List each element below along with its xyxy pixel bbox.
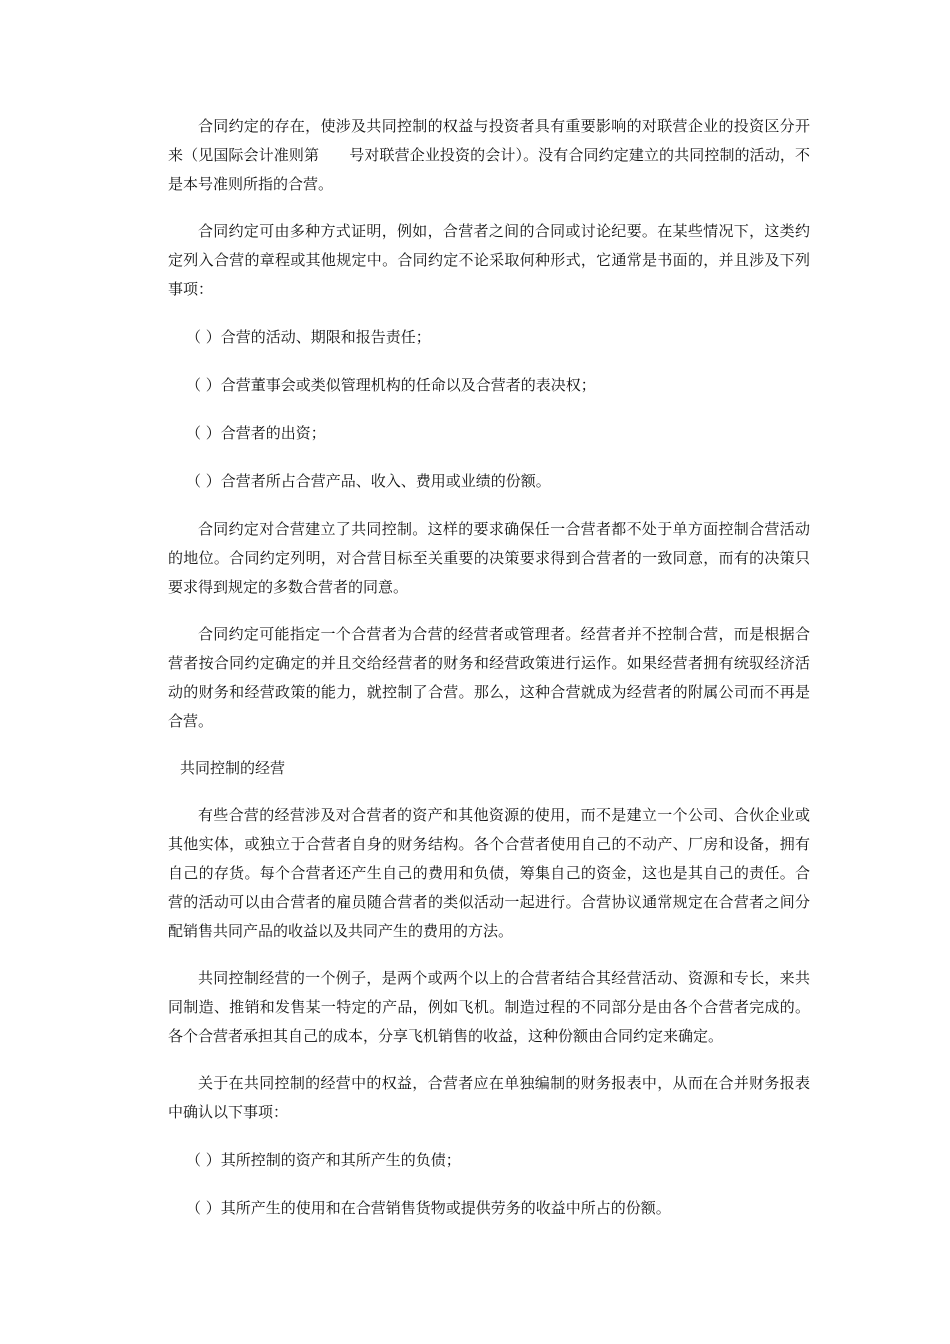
document-page xyxy=(168,112,810,1223)
list-item: （ ）合营的活动、期限和报告责任； xyxy=(186,328,431,346)
list-item: （ ）其所控制的资产和其所产生的负债； xyxy=(186,1151,461,1169)
paragraph-2: 合同约定可由多种方式证明，例如，合营者之间的合同或讨论纪要。在某些情况下，这类约定列入合营的章程或其他规定中。合同约定不论采取何种形式，它通常是书面的，并且涉及下列事项： xyxy=(168,222,810,298)
paragraph-5: 有些合营的经营涉及对合营者的资产和其他资源的使用，而不是建立一个公司、合伙企业或其他实体，或独立于合营者自身的财务结构。各个合营者使用自己的不动产、厂房和设备，拥有自己的存货。每个合营者还产生自己的费用和负债，筹集自己的资金，这也是其自己的责任。合营的活动可以由合营者的雇员随合营者的类似活动一起进行。合营协议通常规定在合营者之间分配销售共同产品的收益以及共同产生的费用的方法。 xyxy=(168,806,810,940)
paragraph-7: 关于在共同控制的经营中的权益，合营者应在单独编制的财务报表中，从而在合并财务报表中确认以下事项： xyxy=(168,1074,810,1121)
paragraph-3: 合同约定对合营建立了共同控制。这样的要求确保任一合营者都不处于单方面控制合营活动的地位。合同约定列明，对合营目标至关重要的决策要求得到合营者的一致同意，而有的决策只要求得到规定的多数合营者的同意。 xyxy=(168,520,810,596)
list-item: （ ）合营者所占合营产品、收入、费用或业绩的份额。 xyxy=(186,472,551,490)
paragraph-1: 合同约定的存在，使涉及共同控制的权益与投资者具有重要影响的对联营企业的投资区分开来（见国际会计准则第 号对联营企业投资的会计）。没有合同约定建立的共同控制的活动，不是本号准则所指的合营。 xyxy=(168,117,810,193)
paragraph-4: 合同约定可能指定一个合营者为合营的经营者或管理者。经营者并不控制合营，而是根据合营者按合同约定确定的并且交给经营者的财务和经营政策进行运作。如果经营者拥有统驭经济活动的财务和经营政策的能力，就控制了合营。那么，这种合营就成为经营者的附属公司而不再是合营。 xyxy=(168,625,810,730)
paragraph-6: 共同控制经营的一个例子，是两个或两个以上的合营者结合其经营活动、资源和专长，来共同制造、推销和发售某一特定的产品，例如飞机。制造过程的不同部分是由各个合营者完成的。各个合营者承担其自己的成本，分享飞机销售的收益，这种份额由合同约定来确定。 xyxy=(168,969,810,1045)
list-item: （ ）合营者的出资； xyxy=(186,424,326,442)
list-item: （ ）合营董事会或类似管理机构的任命以及合营者的表决权； xyxy=(186,376,596,394)
section-heading: 共同控制的经营 xyxy=(180,759,286,777)
list-item: （ ）其所产生的使用和在合营销售货物或提供劳务的收益中所占的份额。 xyxy=(186,1199,671,1217)
